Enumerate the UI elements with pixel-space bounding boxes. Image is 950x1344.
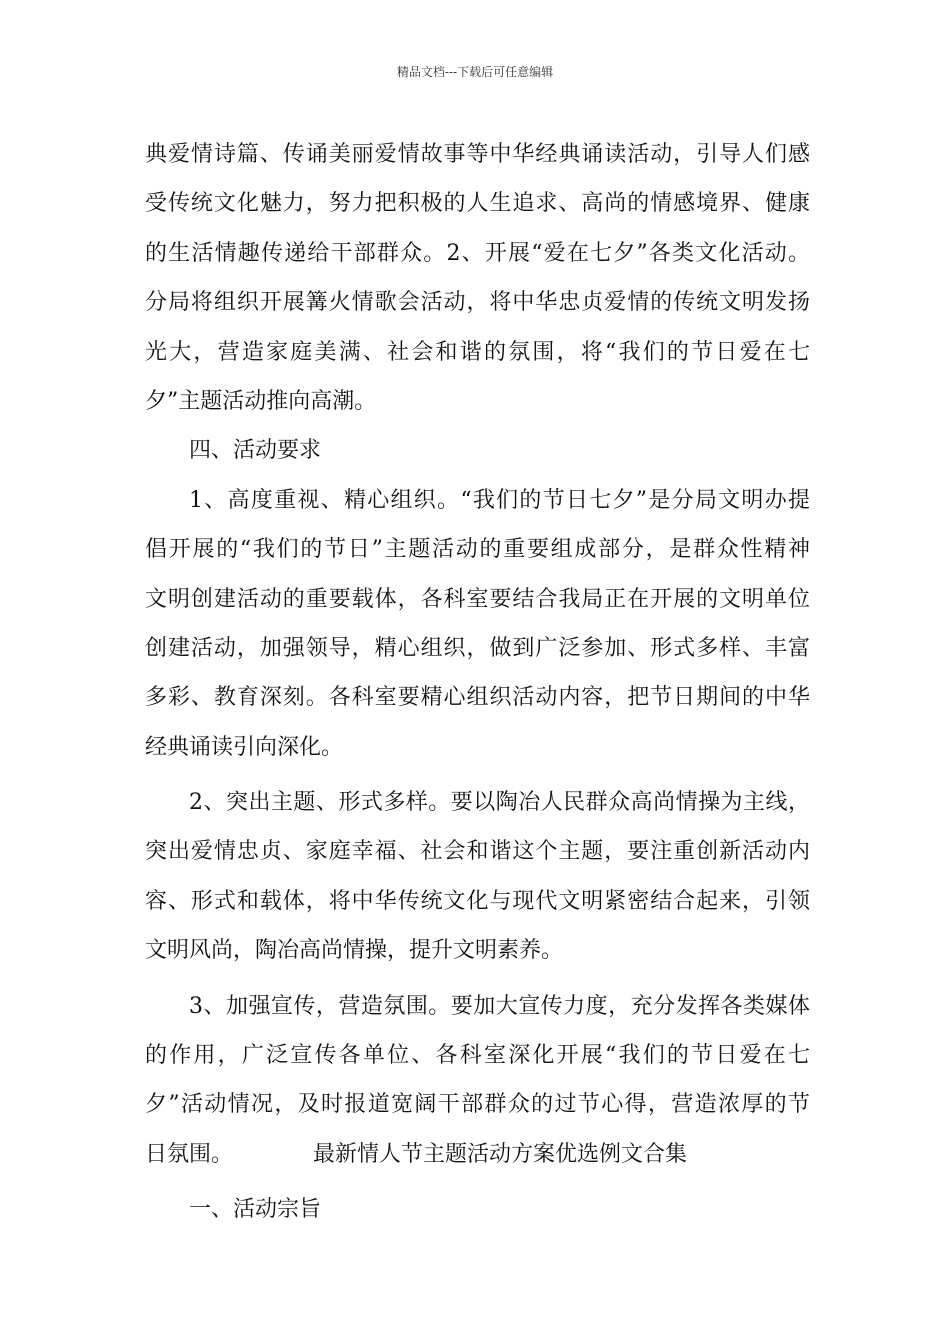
text-line: 创建活动，加强领导，精心组织，做到广泛参加、形式多样、丰富 [145,635,810,661]
text-line: 光大，营造家庭美满、社会和谐的氛围，将“我们的节日爱在七 [145,339,810,365]
text-line: 夕”活动情况，及时报道宽阔干部群众的过节心得，营造浓厚的节 [145,1092,810,1118]
text-line: 文明创建活动的重要载体，各科室要结合我局正在开展的文明单位 [145,586,810,612]
document-title: 最新情人节主题活动方案优选例文合集 [313,1141,688,1167]
text-line: 经典诵读引向深化。 [145,734,344,760]
text-line: 突出爱情忠贞、家庭幸福、社会和谐这个主题，要注重创新活动内 [145,839,810,865]
text-line: 的作用，广泛宣传各单位、各科室深化开展“我们的节日爱在七 [145,1043,810,1069]
text-line: 1、高度重视、精心组织。“我们的节日七夕”是分局文明办提 [189,487,810,513]
text-line-with-title [145,1130,810,1179]
text-line: 倡开展的“我们的节日”主题活动的重要组成部分，是群众性精神 [145,537,810,563]
page-header: 精品文档---下载后可任意编辑 [396,65,554,79]
text-line: 受传统文化魅力，努力把积极的人生追求、高尚的情感境界、健康 [145,191,810,217]
text-line: 典爱情诗篇、传诵美丽爱情故事等中华经典诵读活动，引导人们感 [145,142,810,167]
text-line: 分局将组织开展篝火情歌会活动，将中华忠贞爱情的传统文明发扬 [145,290,810,316]
text-line: 2、突出主题、形式多样。要以陶冶人民群众高尚情操为主线， [189,790,810,816]
text-line: 容、形式和载体，将中华传统文化与现代文明紧密结合起来，引领 [145,888,810,914]
text-fragment: 日氛围。 [145,1141,234,1167]
text-line: 3、加强宣传，营造氛围。要加大宣传力度，充分发挥各类媒体 [189,993,810,1019]
text-line: 夕”主题活动推向高潮。 [145,388,377,414]
text-line: 文明风尚，陶冶高尚情操，提升文明素养。 [145,938,564,964]
text-line: 多彩、教育深刻。各科室要精心组织活动内容，把节日期间的中华 [145,685,810,711]
section-heading: 一、活动宗旨 [189,1197,322,1223]
text-line: 的生活情趣传递给干部群众。2、开展“爱在七夕”各类文化活动。 [145,240,810,266]
section-heading: 四、活动要求 [189,438,322,464]
document-body [145,130,810,1235]
